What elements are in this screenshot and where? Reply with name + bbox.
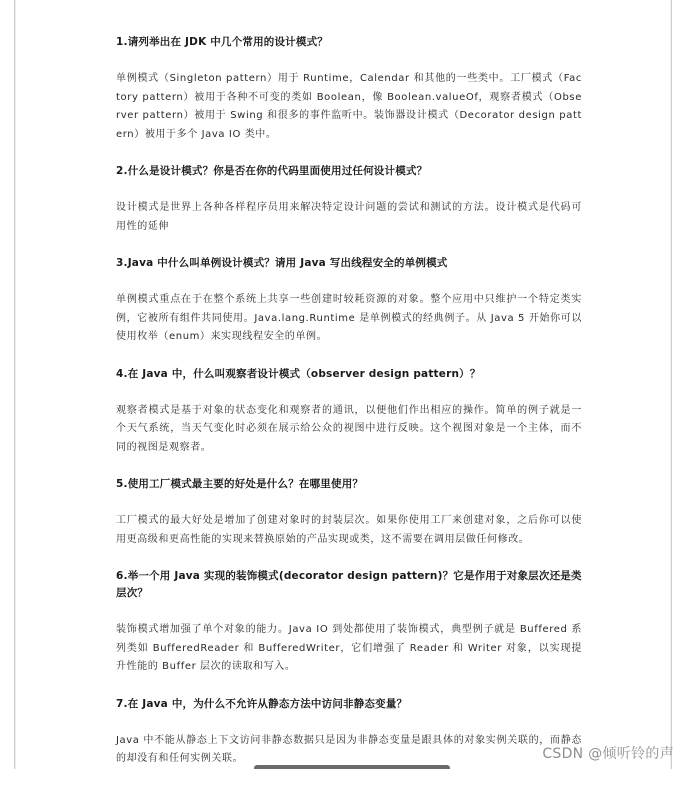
answer-7: Java 中不能从静态上下文访问非静态数据只是因为非静态变量是跟具体的对象实例关联的，而静态的却没有和任何实例关联。 (116, 734, 582, 764)
answer-5: 工厂模式的最大好处是增加了创建对象时的封装层次。如果你使用工厂来创建对象，之后你可以使用更高级和更高性能的实现来替换原始的产品实现或类，这不需要在调用层做任何修改。 (116, 515, 582, 545)
document-body (116, 34, 582, 788)
answer-4: 观察者模式是基于对象的状态变化和观察者的通讯，以便他们作出相应的操作。简单的例子就是一个天气系统，当天气变化时必须在展示给公众的视图中进行反映。这个视图对象是一个主体，而不同的视图是观察者。 (116, 404, 582, 453)
answer-1: 单例模式（Singleton pattern）用于 Runtime，Calendar 和其他的一些类中。工厂模式（Factory pattern）被用于各种不可变的类如 Boolean，像 Boolean.valueOf，观察者模式（Observer pattern）被用于 Swing 和很多的事件监听中。装饰器设计模式（Decorator design pattern）被用于多个 Java IO 类中。 (116, 73, 582, 140)
question-1: 1.请列举出在 JDK 中几个常用的设计模式？ (116, 36, 328, 48)
question-5: 5.使用工厂模式最主要的好处是什么？在哪里使用？ (116, 478, 364, 490)
question-7: 7.在 Java 中，为什么不允许从静态方法中访问非静态变量？ (116, 697, 408, 710)
question-6: 6.举一个用 Java 实现的装饰模式(decorator design pattern)？它是作用于对象层次还是类层次？ (116, 570, 582, 599)
answer-3: 单例模式重点在于在整个系统上共享一些创建时较耗资源的对象。整个应用中只维护一个特定类实例，它被所有组件共同使用。Java.lang.Runtime 是单例模式的经典例子。从 Java 5 开始你可以使用枚举（enum）来实现线程安全的单例。 (116, 294, 582, 342)
answer-6: 装饰模式增加强了单个对象的能力。Java IO 到处都使用了装饰模式，典型例子就是 Buffered 系列类如 BufferedReader 和 BufferedWriter，它们增强了 Reader 和 Writer 对象，以实现提升性能的 Buffer 层次的读取和写入。 (116, 624, 582, 672)
question-2: 2.什么是设计模式？你是否在你的代码里面使用过任何设计模式？ (116, 165, 428, 177)
answer-2: 设计模式是世界上各种各样程序员用来解决特定设计问题的尝试和测试的方法。设计模式是代码可用性的延伸 (116, 202, 582, 232)
question-4: 4.在 Java 中，什么叫观察者设计模式（observer design pattern）？ (116, 367, 481, 380)
scroll-indicator[interactable] (254, 765, 450, 769)
watermark: CSDN @倾听铃的声 (542, 746, 674, 762)
question-3: 3.Java 中什么叫单例设计模式？请用 Java 写出线程安全的单例模式 (116, 257, 448, 269)
